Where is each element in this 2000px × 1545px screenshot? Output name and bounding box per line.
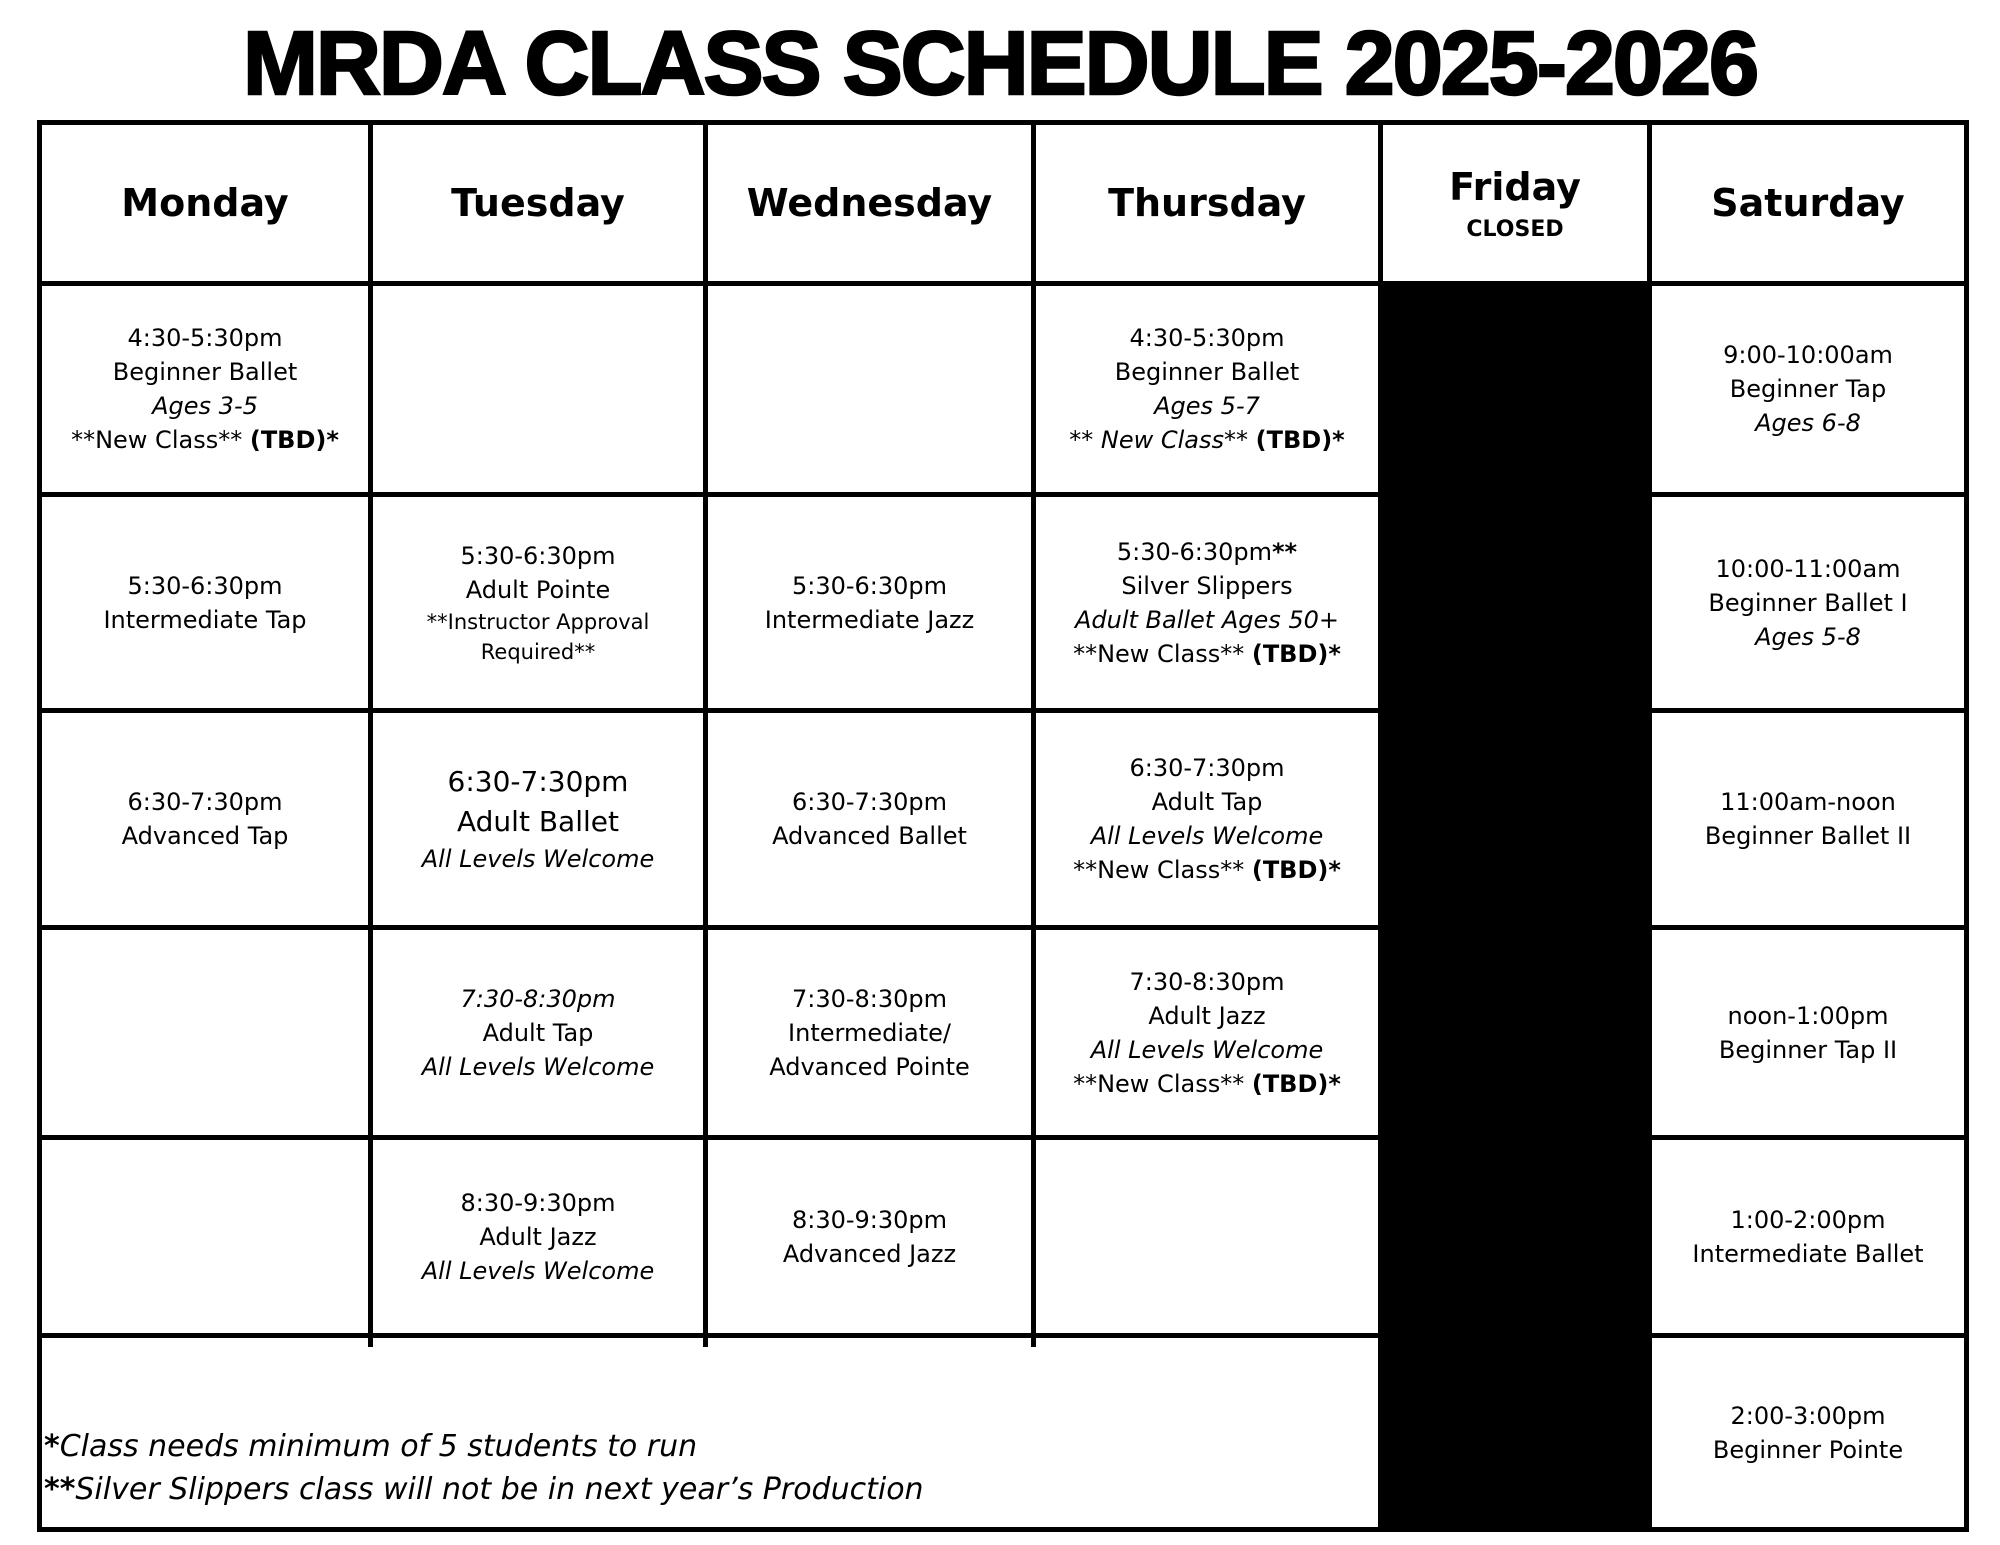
class-name: Beginner Ballet II <box>1704 822 1912 850</box>
tbd-text: (TBD)* <box>1251 856 1341 884</box>
class-time: 1:00-2:00pm <box>1730 1205 1886 1234</box>
class-note <box>71 423 339 457</box>
footnote-mark: * <box>44 1429 60 1464</box>
class-name: Beginner Tap II <box>1718 1035 1898 1064</box>
tbd-text: (TBD)* <box>1251 639 1341 668</box>
class-note: Required** <box>480 639 596 664</box>
footnote-mark: ** <box>44 1472 76 1507</box>
class-name: Advanced Tap <box>121 822 289 850</box>
class-cell <box>1652 713 1964 925</box>
header-thursday <box>1036 125 1378 281</box>
day-label: Monday <box>121 181 289 225</box>
class-name: Beginner Ballet I <box>1708 588 1908 617</box>
header-monday <box>42 125 368 281</box>
footnote-text: Silver Slippers class will not be in next year’s Production <box>75 1472 924 1507</box>
friday-closed-block <box>1383 286 1652 1532</box>
class-levels: All Levels Welcome <box>1090 822 1324 850</box>
class-name: Adult Tap <box>1151 788 1263 816</box>
class-note <box>1073 637 1341 671</box>
class-cell <box>1036 497 1378 708</box>
header-saturday <box>1652 125 1964 281</box>
class-name: Beginner Tap <box>1729 375 1887 403</box>
class-cell <box>373 497 703 708</box>
class-name: Advanced Pointe <box>769 1052 970 1081</box>
header-tuesday <box>373 125 703 281</box>
class-cell <box>42 286 368 492</box>
class-name: Adult Jazz <box>479 1222 597 1251</box>
class-time: 8:30-9:30pm <box>460 1188 616 1217</box>
class-cell <box>1652 1338 1964 1527</box>
footnote-silver-slippers <box>44 1468 1374 1511</box>
time-text: 5:30-6:30pm <box>1116 537 1272 566</box>
column-divider <box>1378 125 1383 1532</box>
class-name: Silver Slippers <box>1121 571 1293 600</box>
class-ages: Ages 5-8 <box>1755 622 1861 651</box>
class-time: 10:00-11:00am <box>1715 554 1901 583</box>
class-cell <box>373 713 703 925</box>
footnote-text: Class needs minimum of 5 students to run <box>59 1429 698 1464</box>
class-cell <box>42 713 368 925</box>
class-cell <box>373 1140 703 1333</box>
closed-label: CLOSED <box>1466 216 1564 242</box>
footnotes <box>44 1425 1374 1511</box>
day-label: Wednesday <box>746 181 993 225</box>
class-time: 4:30-5:30pm <box>1129 324 1285 352</box>
day-label: Friday <box>1449 164 1581 209</box>
class-cell <box>1652 286 1964 492</box>
class-name: Adult Ballet <box>457 805 619 838</box>
new-class-text: **New Class** <box>1073 856 1245 884</box>
class-time: 6:30-7:30pm <box>127 788 283 816</box>
class-time: 5:30-6:30pm <box>127 571 283 600</box>
class-cell <box>1036 930 1378 1135</box>
class-name: Intermediate Tap <box>103 605 307 634</box>
class-cell <box>1036 713 1378 925</box>
class-cell <box>708 497 1031 708</box>
class-cell <box>708 1140 1031 1333</box>
time-mark: ** <box>1271 537 1298 566</box>
class-time: 2:00-3:00pm <box>1730 1401 1886 1430</box>
class-time: 4:30-5:30pm <box>127 324 283 352</box>
page-title: MRDA CLASS SCHEDULE 2025-2026 <box>242 14 1758 114</box>
day-label: Tuesday <box>451 181 625 225</box>
class-cell <box>1652 930 1964 1135</box>
class-time: 11:00am-noon <box>1720 788 1896 816</box>
class-note <box>1069 423 1344 457</box>
new-class-text: ** New Class** <box>1069 426 1249 454</box>
header-friday <box>1383 125 1647 281</box>
class-time: 7:30-8:30pm <box>791 984 948 1013</box>
day-label: Saturday <box>1711 181 1905 225</box>
class-time: 6:30-7:30pm <box>447 765 629 798</box>
new-class-text: **New Class** <box>1073 1069 1245 1098</box>
tbd-text: (TBD)* <box>1251 1069 1341 1098</box>
class-cell <box>708 930 1031 1135</box>
class-time: 7:30-8:30pm <box>460 984 616 1013</box>
class-levels: All Levels Welcome <box>1090 1035 1324 1064</box>
class-levels: All Levels Welcome <box>421 1052 655 1081</box>
class-time: 7:30-8:30pm <box>1129 967 1285 996</box>
class-note <box>1073 853 1341 887</box>
row-divider <box>42 1333 1383 1338</box>
class-cell <box>42 497 368 708</box>
class-time: 5:30-6:30pm <box>460 541 616 570</box>
class-name: Intermediate/ <box>788 1018 951 1047</box>
class-name: Adult Pointe <box>465 575 611 604</box>
tbd-text: (TBD)* <box>1255 426 1345 454</box>
class-time: 9:00-10:00am <box>1723 341 1893 369</box>
class-time: 6:30-7:30pm <box>1129 754 1285 782</box>
class-cell <box>373 930 703 1135</box>
class-time <box>1117 535 1297 569</box>
class-cell <box>1652 1140 1964 1333</box>
class-cell <box>708 713 1031 925</box>
class-time: noon-1:00pm <box>1727 1001 1889 1030</box>
class-cell <box>1036 286 1378 492</box>
new-class-text: **New Class** <box>71 426 243 454</box>
footnote-minimum-students <box>44 1425 1374 1468</box>
class-ages: Ages 3-5 <box>152 392 258 420</box>
new-class-text: **New Class** <box>1073 639 1245 668</box>
tbd-text: (TBD)* <box>249 426 339 454</box>
class-name: Advanced Ballet <box>772 822 967 850</box>
schedule-table <box>37 120 1969 1532</box>
class-cell <box>1652 497 1964 708</box>
class-name: Beginner Ballet <box>112 358 298 386</box>
header-wednesday <box>708 125 1031 281</box>
class-name: Beginner Pointe <box>1712 1435 1904 1464</box>
class-time: 8:30-9:30pm <box>791 1205 948 1234</box>
day-label: Thursday <box>1108 181 1306 225</box>
class-name: Advanced Jazz <box>782 1239 957 1268</box>
class-name: Intermediate Ballet <box>1692 1239 1924 1268</box>
class-note: **Instructor Approval <box>426 609 650 634</box>
class-ages: Ages 6-8 <box>1755 409 1861 437</box>
class-ages: Ages 5-7 <box>1154 392 1260 420</box>
class-time: 5:30-6:30pm <box>791 571 948 600</box>
class-note <box>1073 1067 1341 1101</box>
class-levels: All Levels Welcome <box>421 1256 655 1285</box>
class-name: Intermediate Jazz <box>764 605 975 634</box>
class-name: Adult Jazz <box>1148 1001 1266 1030</box>
class-time: 6:30-7:30pm <box>791 788 948 816</box>
class-sub: Adult Ballet Ages 50+ <box>1074 605 1340 634</box>
class-name: Beginner Ballet <box>1114 358 1300 386</box>
class-name: Adult Tap <box>482 1018 594 1047</box>
class-levels: All Levels Welcome <box>421 845 655 873</box>
